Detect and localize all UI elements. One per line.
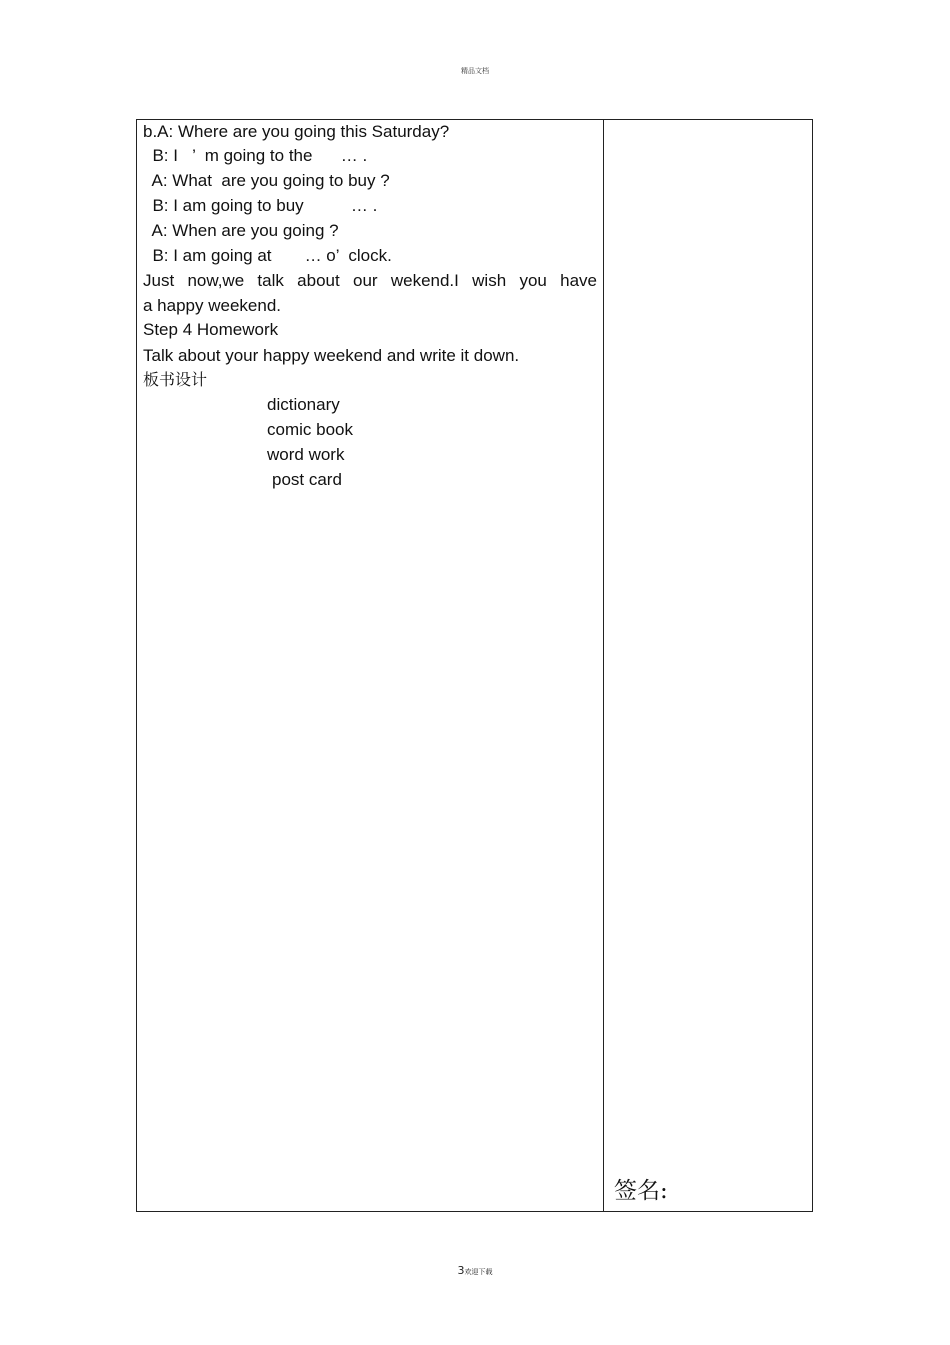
dialogue-line: B: I ’ m going to the … . [143, 146, 368, 165]
homework-line: Talk about your happy weekend and write it down. [143, 346, 520, 365]
step-heading: Step 4 Homework [143, 320, 279, 339]
header-watermark: 精品文档 [461, 67, 489, 75]
board-word: word work [267, 445, 345, 464]
dialogue-line: b.A: Where are you going this Saturday? [143, 122, 450, 141]
notes-cell [604, 120, 812, 1211]
dialogue-line: A: When are you going ? [143, 221, 339, 240]
board-word: comic book [267, 420, 353, 439]
lesson-table [136, 119, 813, 1212]
board-design-heading: 板书设计 [143, 370, 208, 389]
summary-line: Just now,we talk about our wekend.I wish you have [143, 271, 597, 290]
footer-text: 欢迎下载 [464, 1268, 493, 1276]
page-number: 3 [457, 1264, 465, 1277]
dialogue-line: B: I am going at … o’ clock. [143, 246, 392, 265]
summary-line: a happy weekend. [143, 296, 281, 315]
signature-label: 签名: [614, 1178, 668, 1204]
lesson-content-cell [137, 120, 604, 1211]
dialogue-line: B: I am going to buy … . [143, 196, 378, 215]
page-footer [0, 1259, 950, 1278]
board-word: dictionary [267, 395, 340, 414]
board-word: post card [272, 470, 342, 489]
dialogue-line: A: What are you going to buy ? [143, 171, 390, 190]
